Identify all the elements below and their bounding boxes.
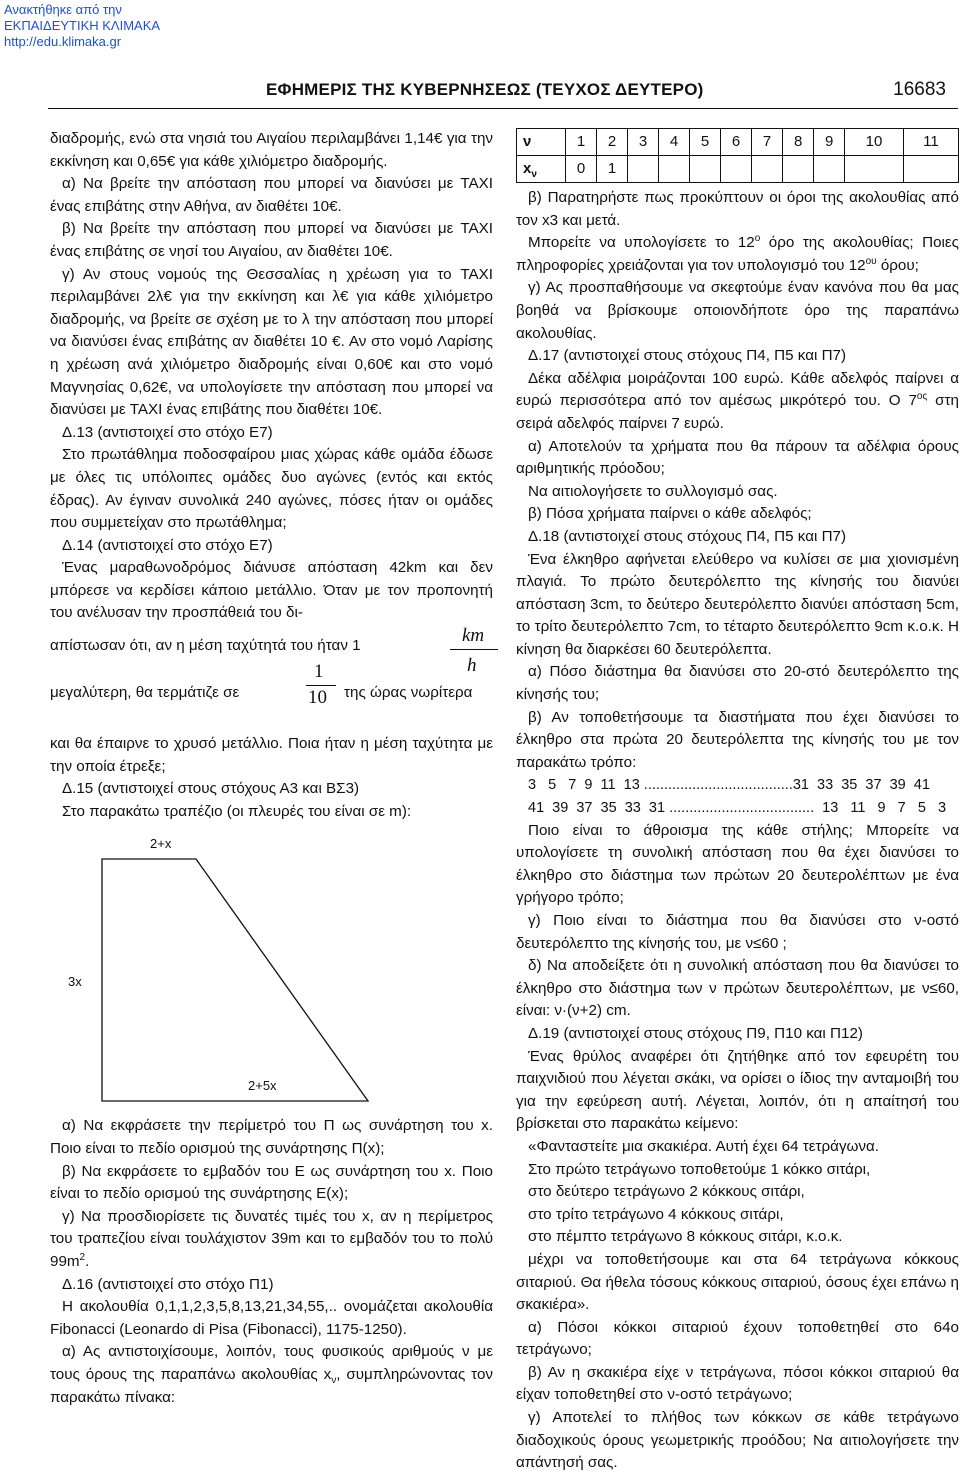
source-link[interactable]: http://edu.klimaka.gr bbox=[4, 34, 122, 49]
question-a: α) Πόσοι κόκκοι σιταριού έχουν τοποθετηθεί στο 64ο τετράγωνο; bbox=[516, 1318, 959, 1359]
table-cell-x-cell: 1 bbox=[597, 156, 628, 183]
table-row bbox=[517, 129, 959, 156]
section-heading-d13: Δ.13 (αντιστοιχεί στο στόχο Ε7) bbox=[62, 423, 273, 441]
exercise-text: Στο πρωτάθλημα ποδοσφαίρου μιας χώρας κάθε ομάδα έδωσε με όλες τις υπόλοιπες ομάδες δυο αγώνες (εντός και εκτός έδρας). Αν έγιναν συνολικά 240 αγώνες, πόσες ήταν οι ομάδες που συμμετείχαν στο πρωτάθλημα; bbox=[50, 446, 493, 532]
table-cell-n-cell: 1 bbox=[566, 129, 597, 156]
left-column bbox=[50, 128, 493, 1409]
question-b: β) Αν η σκακιέρα είχε ν τετράγωνα, πόσοι κόκκοι σιταριού θα είχαν τοποθετηθεί στο ν-οστό τετράγωνο; bbox=[516, 1363, 959, 1404]
question-c: γ) Ας προσπαθήσουμε να σκεφτούμε έναν κανόνα που θα μας βοηθά να βρίσκουμε οποιονδήποτε όρο της παραπάνω ακολουθίας. bbox=[516, 279, 959, 342]
fraction-text: μεγαλύτερη, θα τερμάτιζε σε bbox=[50, 684, 240, 702]
unit-denominator: h bbox=[467, 655, 477, 677]
trapezoid-figure bbox=[50, 823, 493, 1115]
page-header bbox=[0, 80, 960, 104]
speed-fraction-block bbox=[50, 625, 493, 733]
question-c: γ) Αποτελεί το πλήθος των κόκκων σε κάθε τετράγωνο διαδοχικούς όρους γεωμετρικής προόδου; Να αιτιολογήσετε την απάντησή σας. bbox=[516, 1409, 959, 1472]
table-cell-n-cell: 7 bbox=[752, 129, 783, 156]
table-cell-x-cell bbox=[628, 156, 659, 183]
label-top: 2+x bbox=[150, 836, 172, 852]
question-a: α) Ας αντιστοιχίσουμε, λοιπόν, τους φυσικούς αριθμούς ν με τους όρους της παραπάνω ακολουθίας $x_\nu$, συμπληρώνοντας τον παρακάτω πίνακα: bbox=[50, 1343, 494, 1406]
right-column bbox=[516, 128, 959, 1475]
table-cell-x-cell bbox=[814, 156, 845, 183]
source-line-1: Ανακτήθηκε από την bbox=[4, 2, 122, 17]
table-cell-n-cell: 6 bbox=[721, 129, 752, 156]
question-d: δ) Να αποδείξετε ότι η συνολική απόσταση που θα διανύσει το έλκηθρο στο διάστημα των ν πρώτων δευτερολέπτων, με ν≤60, είναι: ν·(ν+2) cm. bbox=[516, 957, 959, 1020]
question-a: α) Να βρείτε την απόσταση που μπορεί να διανύσει με ΤΑΧΙ ένας επιβάτης στην Αθήνα, αν διαθέτει 10€. bbox=[50, 175, 493, 215]
table-cell-x-cell bbox=[845, 156, 904, 183]
table-cell-x-cell bbox=[690, 156, 721, 183]
section-heading-d14: Δ.14 (αντιστοιχεί στο στόχο Ε7) bbox=[62, 536, 273, 554]
exercise-text: Ένα έλκηθρο αφήνεται ελεύθερο να κυλίσει σε μια χιονισμένη πλαγιά. Το πρώτο δευτερόλεπτο της κίνησής του διανύει απόσταση 3cm, το δεύτερο δευτερόλεπτο διανύει απόσταση 5cm, το τρίτο δευτερόλεπτο 7cm, το τέταρτο δευτερόλεπτο 9cm κ.ο.κ. Η κίνηση θα διαρκέσει 60 δευτερόλεπτα. bbox=[516, 550, 959, 658]
paragraph: διαδρομής, ενώ στα νησιά του Αιγαίου περιλαμβάνει 1,14€ για την εκκίνηση και 0,65€ για κάθε χιλιόμετρο διαδρομής. bbox=[50, 130, 493, 170]
exercise-text: Στο παρακάτω τραπέζιο (οι πλευρές του είναι σε m): bbox=[62, 802, 412, 820]
quote-line: στο δεύτερο τετράγωνο 2 κόκκους σιτάρι, bbox=[528, 1183, 805, 1201]
exercise-text: Η ακολουθία 0,1,1,2,3,5,8,13,21,34,55,.. ονομάζεται ακολουθία Fibonacci (Leonardo di Pisa (Fibonacci), 1175-1250). bbox=[50, 1298, 493, 1338]
section-heading-d16: Δ.16 (αντιστοιχεί στο στόχο Π1) bbox=[62, 1275, 274, 1293]
exercise-text: Να αιτιολογήσετε το συλλογισμό σας. bbox=[528, 482, 778, 500]
number-row: 41 39 37 35 33 31 .................................... 13 11 9 7 5 3 bbox=[528, 800, 947, 817]
label-bottom: 2+5x bbox=[248, 1078, 277, 1094]
question-c: γ) Αν στους νομούς της Θεσσαλίας η χρέωση για το ΤΑΧΙ περιλαμβάνει 2λ€ για την εκκίνηση και λ€ για κάθε χιλιόμετρο διαδρομής, να βρείτε σε σχέση με το λ την απόσταση που μπορεί να διανύσει ένας επιβάτης αν διαθέτει 10 €. Αν στο νομό Λαρίσης η χρέωση ανά χιλιόμετρο διαδρομής είναι 0,60€ και στο νομό Μαγνησίας 0,62€, να υπολογίσετε την απόσταση που μπορεί να διανύσει με ΤΑΧΙ ένας επιβάτης που διαθέτει 10€. bbox=[50, 265, 493, 419]
section-heading-d19: Δ.19 (αντιστοιχεί στους στόχους Π9, Π10 και Π12) bbox=[528, 1024, 863, 1042]
source-stamp bbox=[4, 2, 160, 50]
number-row: 3 5 7 9 11 13 .....................................31 33 35 37 39 41 bbox=[528, 777, 930, 794]
quote-line: Στο πρώτο τετράγωνο τοποθετούμε 1 κόκκο σιτάρι, bbox=[528, 1160, 871, 1178]
question-b: β) Αν τοποθετήσουμε τα διαστήματα που έχει διανύσει το έλκηθρο στα πρώτα 20 δευτερόλεπτα της κίνησής του με τον παρακάτω τρόπο: bbox=[516, 708, 959, 771]
row-header-x: $x_\nu$ bbox=[517, 156, 566, 183]
fraction-numerator: 1 bbox=[314, 661, 324, 683]
table-cell-n-cell: 8 bbox=[783, 129, 814, 156]
exercise-text: Δέκα αδέλφια μοιράζονται 100 ευρώ. Κάθε αδελφός παίρνει α ευρώ περισσότερα από τον αμέσως μικρότερό του. Ο $7^{o\varsigma}$ στη σειρά αδελφός παίρνει 7 ευρώ. bbox=[516, 369, 959, 432]
quote-line: στο τρίτο τετράγωνο 4 κόκκους σιτάρι, bbox=[528, 1205, 784, 1223]
table-cell-n-cell: 10 bbox=[845, 129, 904, 156]
table-cell-n-cell: 3 bbox=[628, 129, 659, 156]
exercise-text: Ένας μαραθωνοδρόμος διάνυσε απόσταση 42km και δεν μπόρεσε να κερδίσει κάποιο μετάλλιο. Όταν με τον προπονητή του ανέλυσαν την προσπάθειά του δι- bbox=[50, 559, 493, 622]
question-c: γ) Ποιο είναι το διάστημα που θα διανύσει στο ν-οστό δευτερόλεπτο της κίνησής του, με ν≤60 ; bbox=[516, 912, 959, 952]
exercise-text: Μπορείτε να υπολογίσετε το $12^o$ όρο της ακολουθίας; Ποιες πληροφορίες χρειάζονται για τον υπολογισμό του $12^{o\upsilon}$ όρου; bbox=[516, 233, 959, 274]
question-b: β) Να εκφράσετε το εμβαδόν του Ε ως συνάρτηση του x. Ποιο είναι το πεδίο ορισμού της συνάρτησης Ε(x); bbox=[50, 1162, 493, 1203]
unit-numerator: km bbox=[462, 625, 485, 647]
table-cell-n-cell: 2 bbox=[597, 129, 628, 156]
fraction-text: της ώρας νωρίτερα bbox=[344, 684, 473, 702]
table-row bbox=[517, 156, 959, 183]
table-cell-x-cell bbox=[721, 156, 752, 183]
question-a: α) Πόσο διάστημα θα διανύσει στο 20-στό δευτερόλεπτο της κίνησής του; bbox=[516, 663, 959, 704]
section-heading-d15: Δ.15 (αντιστοιχεί στους στόχους Α3 και ΒΣ3) bbox=[62, 780, 360, 798]
fibonacci-table bbox=[516, 128, 959, 183]
question-b: β) Παρατηρήστε πως προκύπτουν οι όροι της ακολουθίας από τον x3 και μετά. bbox=[516, 189, 959, 229]
exercise-text: και θα έπαιρνε το χρυσό μετάλλιο. Ποια ήταν η μέση ταχύτητα με την οποία έτρεξε; bbox=[50, 735, 493, 775]
exercise-text: Ποιο είναι το άθροισμα της κάθε στήλης; Μπορείτε να υπολογίσετε τη συνολική απόσταση που θα έχει διανύσει το έλκηθρο στο διάστημα των πρώτων 20 δευτερολέπτων με ένα γρήγορο τρόπο; bbox=[516, 821, 959, 907]
table-cell-x-cell bbox=[903, 156, 958, 183]
source-line-2: ΕΚΠΑΙΔΕΥΤΙΚΗ ΚΛΙΜΑΚΑ bbox=[4, 18, 161, 33]
table-cell-n-cell: 11 bbox=[903, 129, 958, 156]
question-c: γ) Να προσδιορίσετε τις δυνατές τιμές του x, αν η περίμετρος του τραπεζίου είναι τουλάχιστον 39m και το εμβαδόν του το πολύ $99m^2$. bbox=[50, 1207, 493, 1270]
quote-line: μέχρι να τοποθετήσουμε και στα 64 τετράγωνα κόκκους σιταριού. Θα ήθελα τόσους κόκκους σιταριού, όσους έχει επάνω η σκακιέρα». bbox=[516, 1250, 959, 1314]
table-cell-x-cell bbox=[783, 156, 814, 183]
quote-line: «Φανταστείτε μια σκακιέρα. Αυτή έχει 64 τετράγωνα. bbox=[528, 1137, 880, 1155]
fraction-bar bbox=[306, 685, 336, 686]
question-a: α) Να εκφράσετε την περίμετρό του Π ως συνάρτηση του x. Ποιο είναι το πεδίο ορισμού της συνάρτησης Π(x); bbox=[50, 1117, 493, 1158]
row-header-n: ν bbox=[517, 129, 566, 156]
question-b: β) Να βρείτε την απόσταση που μπορεί να διανύσει με ΤΑΧΙ ένας επιβάτης σε νησί του Αιγαίου, αν διαθέτει 10€. bbox=[50, 220, 493, 260]
question-b: β) Πόσα χρήματα παίρνει ο κάθε αδελφός; bbox=[528, 505, 812, 523]
trapezoid-shape bbox=[50, 823, 493, 1115]
table-cell-x-cell: 0 bbox=[566, 156, 597, 183]
fraction-text: απίστωσαν ότι, αν η μέση ταχύτητά του ήταν 1 bbox=[50, 637, 361, 655]
exercise-text: Ένας θρύλος αναφέρει ότι ζητήθηκε από τον εφευρέτη του παιχνιδιού που λέγεται σκάκι, να ορίσει ο ίδιος την ανταμοιβή του για την εφεύρεση αυτή. Λέγεται, λοιπόν, ότι η απαίτησή του βρίσκεται στο παρακάτω κείμενο: bbox=[516, 1047, 959, 1133]
table-cell-x-cell bbox=[659, 156, 690, 183]
fraction-bar bbox=[450, 649, 498, 650]
table-cell-x-cell bbox=[752, 156, 783, 183]
table-cell-n-cell: 4 bbox=[659, 129, 690, 156]
table-cell-n-cell: 5 bbox=[690, 129, 721, 156]
label-left: 3x bbox=[68, 974, 82, 990]
section-heading-d18: Δ.18 (αντιστοιχεί στους στόχους Π4, Π5 και Π7) bbox=[528, 527, 847, 545]
gazette-title: ΕΦΗΜΕΡΙΣ ΤΗΣ ΚΥΒΕΡΝΗΣΕΩΣ (ΤΕΥΧΟΣ ΔΕΥΤΕΡΟ) bbox=[266, 80, 704, 99]
question-a: α) Αποτελούν τα χρήματα που θα πάρουν τα αδέλφια όρους αριθμητικής πρόοδου; bbox=[516, 437, 959, 478]
fraction-denominator: 10 bbox=[308, 687, 327, 709]
table-cell-n-cell: 9 bbox=[814, 129, 845, 156]
page-number: 16683 bbox=[893, 79, 946, 100]
header-rule bbox=[48, 108, 958, 109]
section-heading-d17: Δ.17 (αντιστοιχεί στους στόχους Π4, Π5 και Π7) bbox=[528, 347, 847, 365]
quote-line: στο πέμπτο τετράγωνο 8 κόκκους σιτάρι, κ.ο.κ. bbox=[528, 1228, 843, 1246]
